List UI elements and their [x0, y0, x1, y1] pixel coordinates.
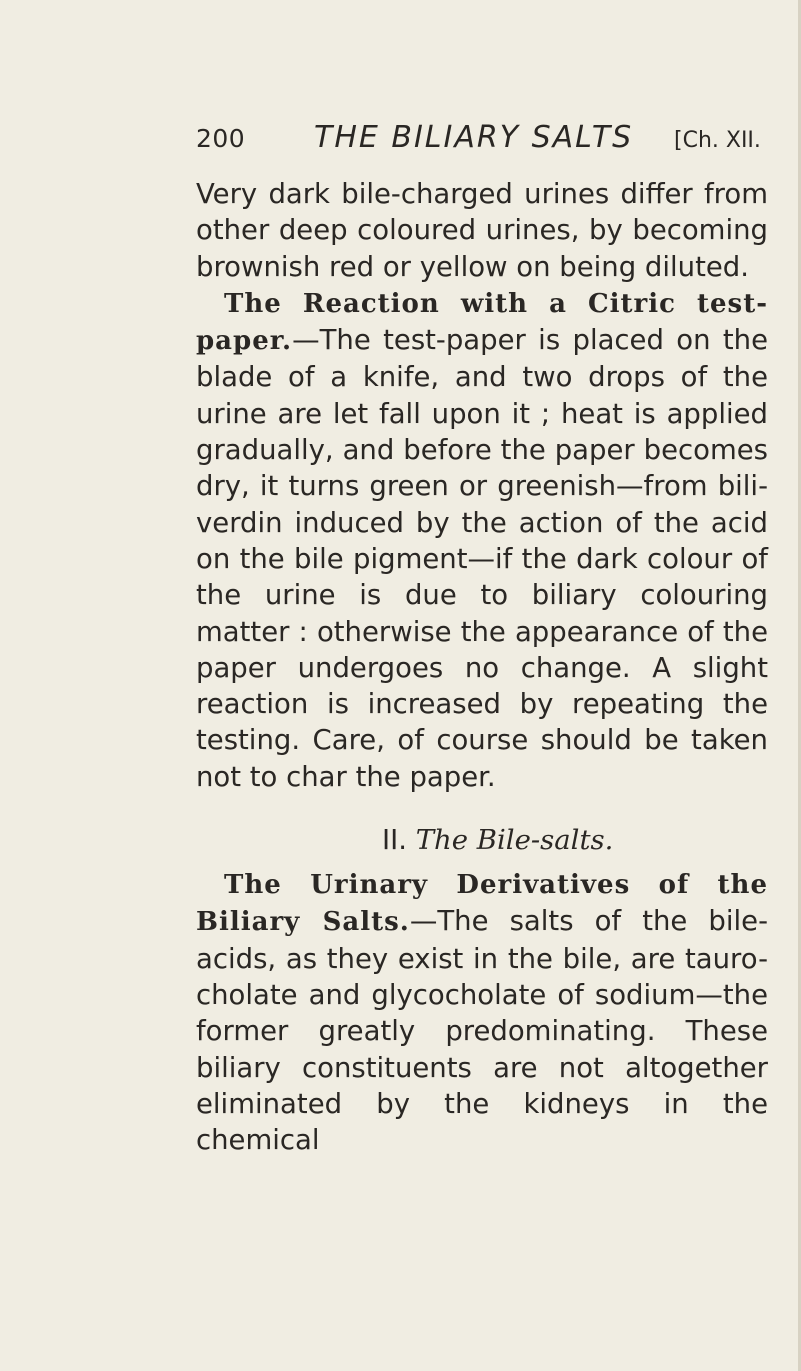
paragraph-lead-citric-test: The Reaction with a Citric test-paper.: [196, 288, 768, 357]
section-heading: [196, 822, 768, 858]
paragraph-urinary-derivatives: [196, 866, 768, 1158]
paragraph-citric-test: [196, 285, 768, 795]
paragraph-text-citric-test: —The test-paper is placed on the blade of a knife, and two drops of the urine are let fall upon it ; heat is applied gradually, and before the paper becomes dry, it turns green or greenish—from bili- verdin induced by the action of the acid on the bile pigment—if the dark colour of the urine is due to biliary colouring matter : otherwise the appearance of the paper undergoes no change. A slight reaction is increased by repeating the testing. Care, of course should be taken not to char the paper.: [196, 324, 768, 793]
paragraph-dilution: Very dark bile-charged urines differ from other deep coloured urines, by becoming brownish red or yellow on being diluted.: [196, 178, 768, 283]
running-title: THE BILIARY SALTS: [314, 120, 634, 155]
page-number: 200: [196, 124, 246, 153]
body-text: [196, 176, 768, 1158]
section-number: II.: [382, 824, 407, 857]
section-title: The Bile-salts.: [415, 824, 614, 857]
paragraph-text-urinary-derivatives: —The salts of the bile- acids, as they exist in the bile, are tauro- cholate and glycocholate of sodium—the former greatly predominating. These biliary constituents are not altogether eliminated by the kidneys in the chemical: [196, 905, 768, 1157]
paragraph-lead-urinary-derivatives: The Urinary Derivatives of the Biliary Salts.: [196, 870, 768, 938]
page-header: [196, 120, 776, 160]
chapter-reference: [Ch. XII.: [674, 128, 761, 153]
